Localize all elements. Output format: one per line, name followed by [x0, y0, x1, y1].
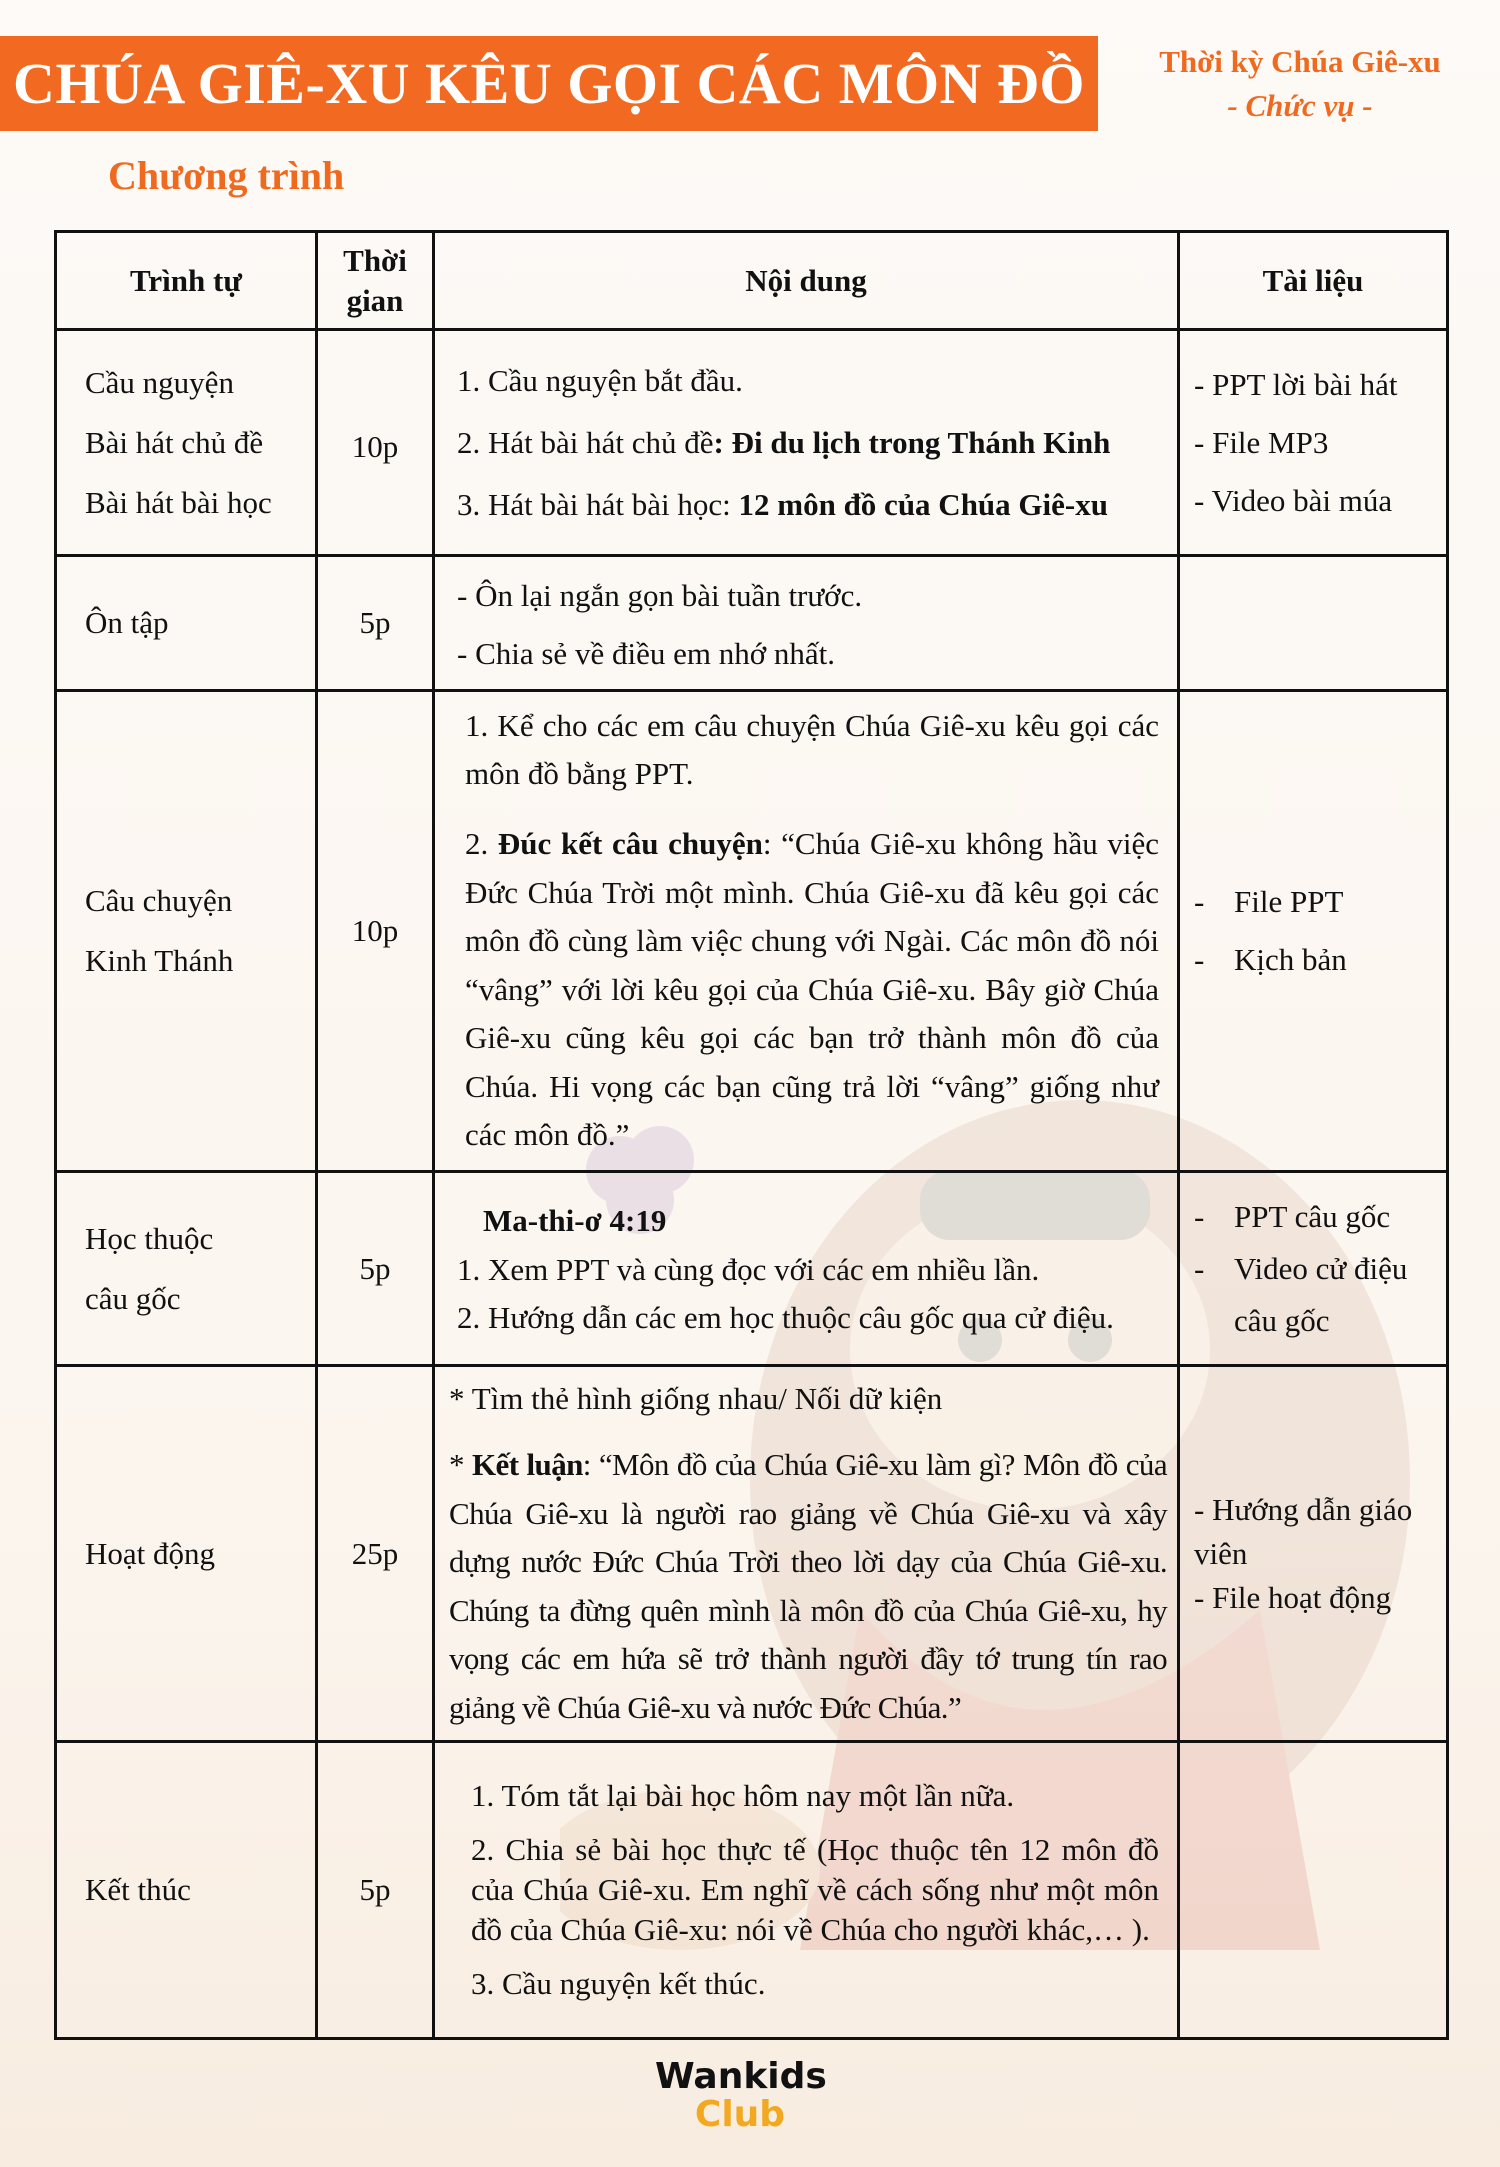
- content-line: [465, 820, 1159, 1160]
- sequence-cell: [56, 1742, 317, 2039]
- content-line: [449, 1441, 1167, 1732]
- title-banner: [0, 36, 1098, 131]
- header-content: Nội dung: [434, 232, 1179, 330]
- table-row: [56, 1172, 1448, 1366]
- content-line: 2. Hướng dẫn các em học thuộc câu gốc qua cử điệu.: [457, 1299, 1114, 1335]
- content-line: 1. Tóm tắt lại bài học hôm nay một lần nữa.: [471, 1778, 1015, 1813]
- material-text: Video cử điệu: [1234, 1250, 1408, 1286]
- content-bold-text: Kết luận: [472, 1447, 583, 1482]
- content-line: * Tìm thẻ hình giống nhau/ Nối dữ kiện: [449, 1381, 943, 1416]
- content-line: 1. Kể cho các em câu chuyện Chúa Giê-xu kêu gọi các môn đồ bằng PPT.: [465, 708, 1159, 792]
- sequence-line: Ôn tập: [85, 605, 169, 640]
- material-text: File PPT: [1234, 884, 1344, 919]
- content-line: 1. Cầu nguyện bắt đầu.: [457, 362, 743, 398]
- sequence-line: Cầu nguyện: [85, 364, 234, 400]
- header-time: [317, 232, 434, 330]
- content-bold-text: Đúc kết câu chuyện: [497, 826, 763, 862]
- content-line: [457, 412, 1159, 474]
- time-cell: 10p: [317, 691, 434, 1172]
- time-cell: 25p: [317, 1366, 434, 1742]
- material-item: - PPT lời bài hát: [1194, 366, 1398, 402]
- logo-line-2: Club: [694, 2094, 786, 2135]
- material-item: - Video cử điệu: [1194, 1250, 1408, 1286]
- header-time-line-1: Thời: [343, 242, 407, 278]
- content-text: 3. Hát bài hát bài học:: [457, 486, 739, 522]
- time-cell: 5p: [317, 556, 434, 691]
- sequence-line: Bài hát bài học: [85, 484, 272, 520]
- materials-cell: [1179, 1366, 1448, 1742]
- content-line: - Chia sẻ về điều em nhớ nhất.: [457, 636, 835, 671]
- content-line: [457, 474, 1159, 536]
- content-text: : “Chúa Giê-xu không hầu việc Đức Chúa Trời một mình. Chúa Giê-xu đã kêu gọi các môn đồ cùng làm việc chung với Ngài. Các môn đồ nói “vâng” với lời kêu gọi của Chúa Giê-xu. Bây giờ Chúa Giê-xu cũng kêu gọi các bạn trở thành môn đồ của Chúa. Hi vọng các bạn cũng trả lời “vâng” giống như các môn đồ.”: [465, 826, 1160, 1153]
- time-cell: 5p: [317, 1172, 434, 1366]
- sequence-cell: [56, 1366, 317, 1742]
- sequence-line: Câu chuyện: [85, 883, 233, 918]
- table-row: [56, 556, 1448, 691]
- material-item: - Hướng dẫn giáo viên: [1194, 1491, 1413, 1571]
- sequence-line: Bài hát chủ đề: [85, 424, 264, 460]
- header-materials: Tài liệu: [1179, 232, 1448, 330]
- sequence-cell: [56, 556, 317, 691]
- content-cell: [434, 1742, 1179, 2039]
- logo-line-1: Wankids: [655, 2056, 827, 2097]
- sequence-line: Kết thúc: [85, 1872, 191, 1907]
- content-line: 1. Xem PPT và cùng đọc với các em nhiều lần.: [457, 1251, 1040, 1287]
- content-text: *: [449, 1447, 473, 1482]
- content-line: 3. Cầu nguyện kết thúc.: [471, 1966, 766, 2001]
- content-text: 2. Hát bài hát chủ đề: [457, 424, 714, 460]
- time-cell: 5p: [317, 1742, 434, 2039]
- sequence-cell: [56, 691, 317, 1172]
- sequence-line: câu gốc: [85, 1280, 181, 1316]
- content-cell: [434, 556, 1179, 691]
- material-text: Kịch bản: [1234, 942, 1347, 977]
- sequence-line: Kinh Thánh: [85, 943, 234, 978]
- section-title: Chương trình: [108, 153, 345, 198]
- table-row: [56, 1742, 1448, 2039]
- wankids-club-logo: [655, 2058, 825, 2134]
- content-bold-text: 12 môn đồ của Chúa Giê-xu: [738, 486, 1108, 522]
- time-cell: 10p: [317, 330, 434, 556]
- materials-cell: [1179, 330, 1448, 556]
- content-text: : “Môn đồ của Chúa Giê-xu làm gì? Môn đồ của Chúa Giê-xu là người rao giảng về Chúa Giê-xu và xây dựng nước Đức Chúa Trời theo lời dạy của Chúa Giê-xu. Chúng ta đừng quên mình là môn đồ của Chúa Giê-xu, hy vọng các em hứa sẽ trở thành người đầy tớ trung tín rao giảng về Chúa Giê-xu và nước Đức Chúa.”: [449, 1447, 1167, 1725]
- content-cell: [434, 691, 1179, 1172]
- materials-cell: [1179, 691, 1448, 1172]
- program-table: [54, 230, 1449, 2040]
- content-cell: [434, 330, 1179, 556]
- content-cell: [434, 1366, 1179, 1742]
- sequence-line: Học thuộc: [85, 1220, 214, 1256]
- material-item: - File hoạt động: [1194, 1579, 1392, 1615]
- content-line: - Ôn lại ngắn gọn bài tuần trước.: [457, 578, 863, 613]
- content-bold-text: : Đi du lịch trong Thánh Kinh: [713, 424, 1111, 460]
- material-item: - File PPT: [1194, 884, 1344, 919]
- table-header-row: [56, 232, 1448, 330]
- material-item: - File MP3: [1194, 424, 1329, 460]
- table-row: [56, 1366, 1448, 1742]
- materials-cell: [1179, 556, 1448, 691]
- header-time-line-2: gian: [346, 282, 404, 318]
- content-text: 2.: [465, 826, 498, 862]
- period-line-2: - Chức vụ -: [1227, 88, 1373, 123]
- verse-reference: Ma-thi-ơ 4:19: [483, 1202, 667, 1238]
- sequence-cell: [56, 1172, 317, 1366]
- page-title: CHÚA GIÊ-XU KÊU GỌI CÁC MÔN ĐỒ: [13, 51, 1085, 116]
- sequence-cell: [56, 330, 317, 556]
- table-row: [56, 691, 1448, 1172]
- period-line-1: Thời kỳ Chúa Giê-xu: [1159, 44, 1441, 79]
- materials-cell: [1179, 1172, 1448, 1366]
- material-item: - Kịch bản: [1194, 942, 1347, 977]
- material-text: PPT câu gốc: [1234, 1198, 1391, 1234]
- content-cell: [434, 1172, 1179, 1366]
- material-text: câu gốc: [1234, 1302, 1330, 1338]
- sequence-line: Hoạt động: [85, 1535, 216, 1571]
- material-item: - Video bài múa: [1194, 482, 1393, 518]
- material-item: - PPT câu gốc: [1194, 1198, 1391, 1234]
- table-row: [56, 330, 1448, 556]
- header-sequence: Trình tự: [56, 232, 317, 330]
- content-line: 2. Chia sẻ bài học thực tế (Học thuộc tên 12 môn đồ của Chúa Giê-xu. Em nghĩ về cách sống như một môn đồ của Chúa Giê-xu: nói về Chúa cho người khác,… ).: [471, 1832, 1159, 1947]
- period-label: [1110, 40, 1490, 128]
- materials-cell: [1179, 1742, 1448, 2039]
